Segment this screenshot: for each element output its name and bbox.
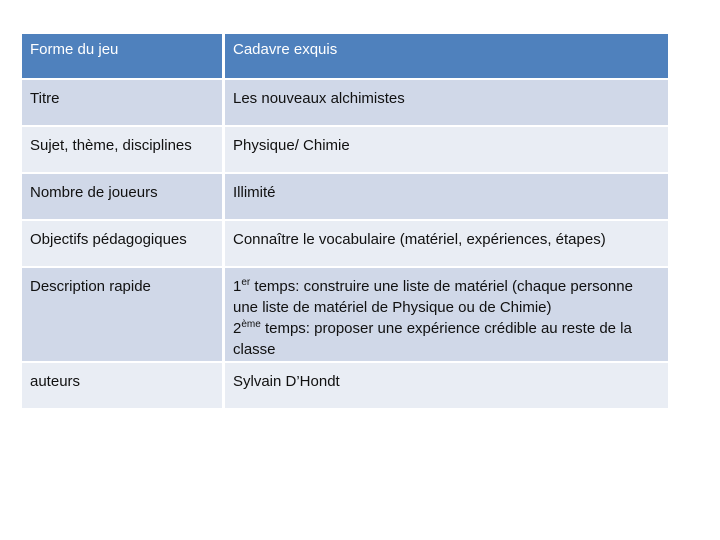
description-part2-text: temps: proposer une expérience crédible au reste de la classe — [233, 320, 632, 358]
row-value-cell: Les nouveaux alchimistes — [225, 80, 668, 127]
game-info-table — [22, 34, 668, 410]
table-row — [22, 268, 668, 363]
description-part1-number: 1 — [233, 278, 242, 295]
row-label-cell: Titre — [22, 80, 225, 127]
row-value-cell: Sylvain D’Hondt — [225, 363, 668, 410]
description-part2-ordinal: ème — [241, 319, 261, 330]
table-row — [22, 363, 668, 410]
row-label-cell: Sujet, thème, disciplines — [22, 127, 225, 174]
row-value-cell — [225, 268, 668, 363]
row-value-cell: Illimité — [225, 174, 668, 221]
row-label-cell: Nombre de joueurs — [22, 174, 225, 221]
row-value-cell: Physique/ Chimie — [225, 127, 668, 174]
table-row — [22, 174, 668, 221]
header-value-cell: Cadavre exquis — [225, 34, 668, 80]
row-label-cell: Description rapide — [22, 268, 225, 363]
row-value-cell: Connaître le vocabulaire (matériel, expériences, étapes) — [225, 221, 668, 268]
table-header-row — [22, 34, 668, 80]
row-label-cell: Objectifs pédagogiques — [22, 221, 225, 268]
description-part1-text: temps: construire une liste de matériel (chaque personne une liste de matériel de Physique ou de Chimie) — [233, 278, 633, 316]
table-row — [22, 80, 668, 127]
table-row — [22, 221, 668, 268]
table-row — [22, 127, 668, 174]
row-label-cell: auteurs — [22, 363, 225, 410]
description-part2-number: 2 — [233, 320, 242, 337]
description-part1-ordinal: er — [241, 277, 251, 288]
header-label-cell: Forme du jeu — [22, 34, 225, 80]
